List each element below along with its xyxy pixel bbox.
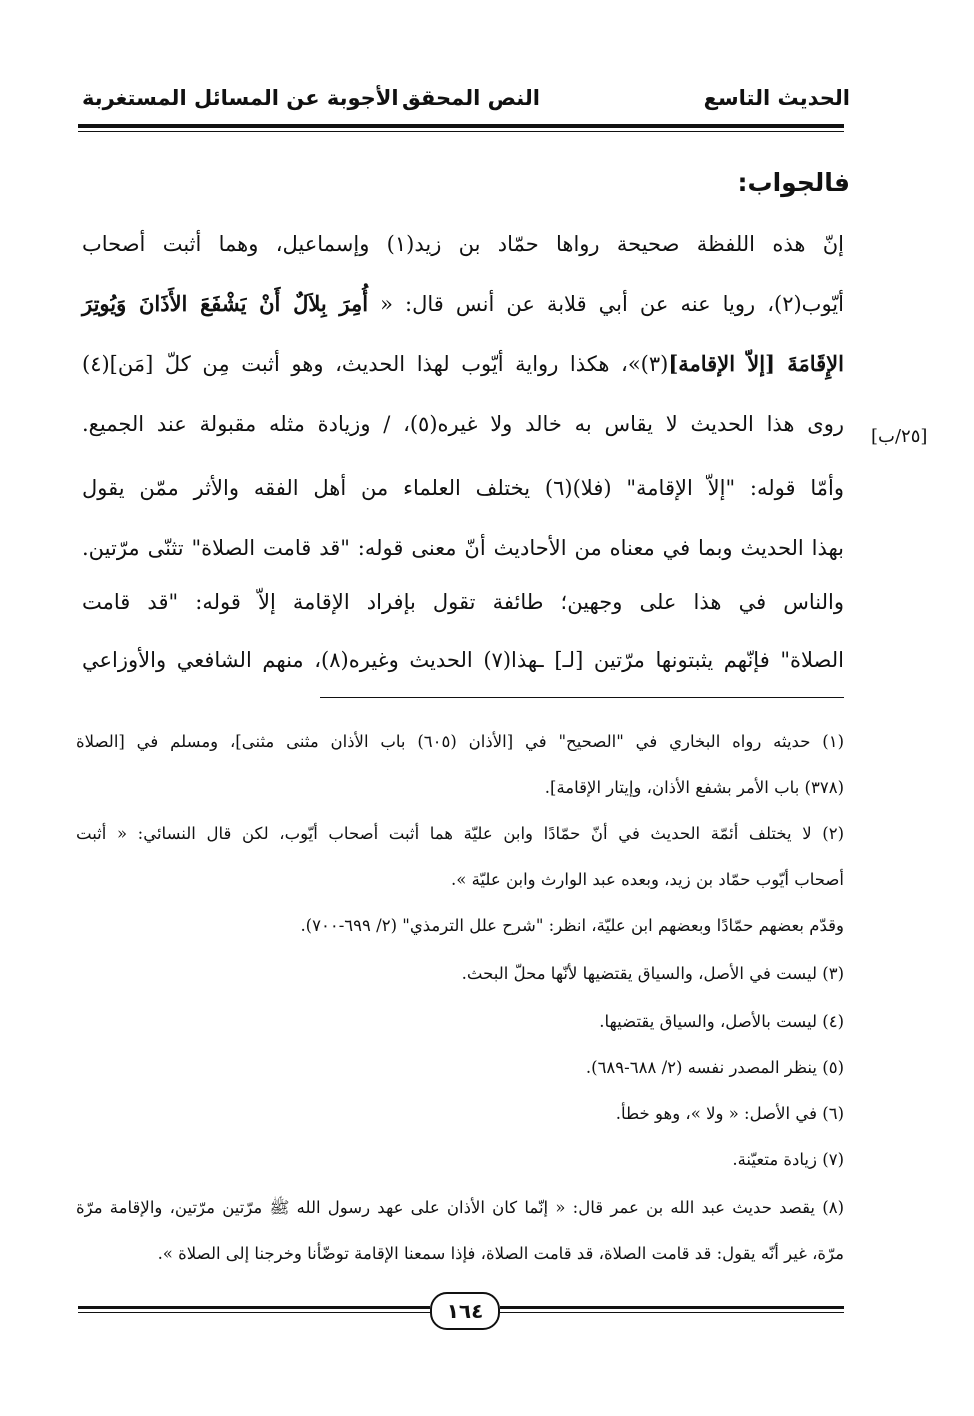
footnote-2-cont: أصحاب أيّوب حمّاد بن زيد، وبعده عبد الوارث وابن عليّة ».	[450, 870, 844, 889]
running-header-section: النص المحقق	[402, 86, 540, 110]
header-rule-thin	[78, 131, 844, 132]
footnote-7: (٧) زيادة متعيّنة.	[732, 1150, 844, 1169]
running-header-book-title: الأجوبة عن المسائل المستغربة	[82, 86, 399, 110]
footer-rule-right-thin	[500, 1312, 844, 1313]
footer-rule-right	[500, 1306, 844, 1309]
body-line: إنّ هذه اللفظة صحيحة رواها حمّاد بن زيد(١) وإسماعيل، وهما أثبت أصحاب	[82, 232, 844, 256]
header-rule-thick	[78, 124, 844, 128]
footnote-8-cont: مرّة، غير أنّه يقول: قد قامت الصلاة، قد قامت الصلاة، فإذا سمعنا الإقامة توضّأنا وخرجنا إلى الصلاة ».	[157, 1244, 844, 1263]
body-line: والناس في هذا على وجهين؛ طائفة تقول بإفراد الإقامة إلاّ قوله: "قد قامت	[82, 590, 844, 614]
footer-rule-left-thin	[78, 1312, 430, 1313]
footnote-separator	[320, 697, 844, 698]
footnote-1-cont: (٣٧٨) باب الأمر بشفع الأذان، وإيتار الإقامة].	[544, 778, 844, 797]
footnote-6: (٦) في الأصل: « ولا »، وهو خطأ.	[615, 1104, 844, 1123]
manuscript-folio-marker: [٢٥/ب]	[871, 426, 928, 447]
footer-rule-left	[78, 1306, 430, 1309]
body-line: روى هذا الحديث لا يقاس به خالد ولا غيره(٥)، / وزيادة مثله مقبولة عند الجميع.	[82, 412, 844, 436]
section-heading: فالجواب:	[737, 168, 850, 197]
footnote-4: (٤) ليست بالأصل، والسياق يقتضيها.	[599, 1012, 844, 1031]
hadith-quote: أُمِرَ بِلاَلٌ أَنْ يَشْفَعَ الأَذَانَ وَيُوتِرَ	[82, 291, 369, 316]
footnote-2-note: وقدّم بعضهم حمّادًا وبعضهم ابن عليّة، انظر: "شرح علل الترمذي" (٢/ ٦٩٩-٧٠٠).	[300, 916, 844, 935]
body-line: الصلاة" فإنّهم يثبتونها مرّتين [لـ] ـهذا(٧) الحديث وغيره(٨)، منهم الشافعي والأوزاعي	[82, 648, 844, 672]
body-line	[82, 290, 844, 318]
body-line: بهذا الحديث وبما في معناه من الأحاديث أنّ معنى قوله: "قد قامت الصلاة" تثنّى مرّتين.	[82, 536, 844, 560]
footnote-5: (٥) ينظر المصدر نفسه (٢/ ٦٨٨-٦٨٩).	[585, 1058, 844, 1077]
footnote-1: (١) حديثه رواه البخاري في "الصحيح" في [الأذان (٦٠٥) باب الأذان مثنى مثنى]، ومسلم في [الصلاة	[76, 732, 844, 751]
body-line: وأمّا قوله: "إلاّ الإقامة" (فلا)(٦) يختلف العلماء من أهل الفقه والأثر ممّن يقول	[82, 476, 845, 500]
body-text: أيّوب(٢)، رويا عنه عن أبي قلابة عن أنس قال: «	[368, 292, 844, 316]
footnote-3: (٣) ليست في الأصل، والسياق يقتضيها لأنّها محلّ البحث.	[461, 964, 844, 983]
footnote-8: (٨) يقصد حديث عبد الله بن عمر قال: « إنّما كان الأذان على عهد رسول الله ﷺ مرّتين مرّتين، والإقامة مرّة	[76, 1198, 844, 1217]
hadith-quote: الإِقَامَةَ [إلاّ الإقامة]	[668, 351, 844, 376]
body-text: (٣)»، هكذا رواية أيّوب لهذا الحديث، وهو أثبت مِن كلّ [مَن](٤)	[82, 352, 669, 376]
page-number: ١٦٤	[430, 1292, 500, 1330]
body-line	[82, 350, 844, 378]
running-header-chapter: الحديث التاسع	[703, 86, 850, 110]
footnote-2: (٢) لا يختلف أئمّة الحديث في أنّ حمّادًا وابن عليّة هما أثبت أصحاب أيّوب، لكن قال النسائي: « أثبت	[76, 824, 844, 843]
